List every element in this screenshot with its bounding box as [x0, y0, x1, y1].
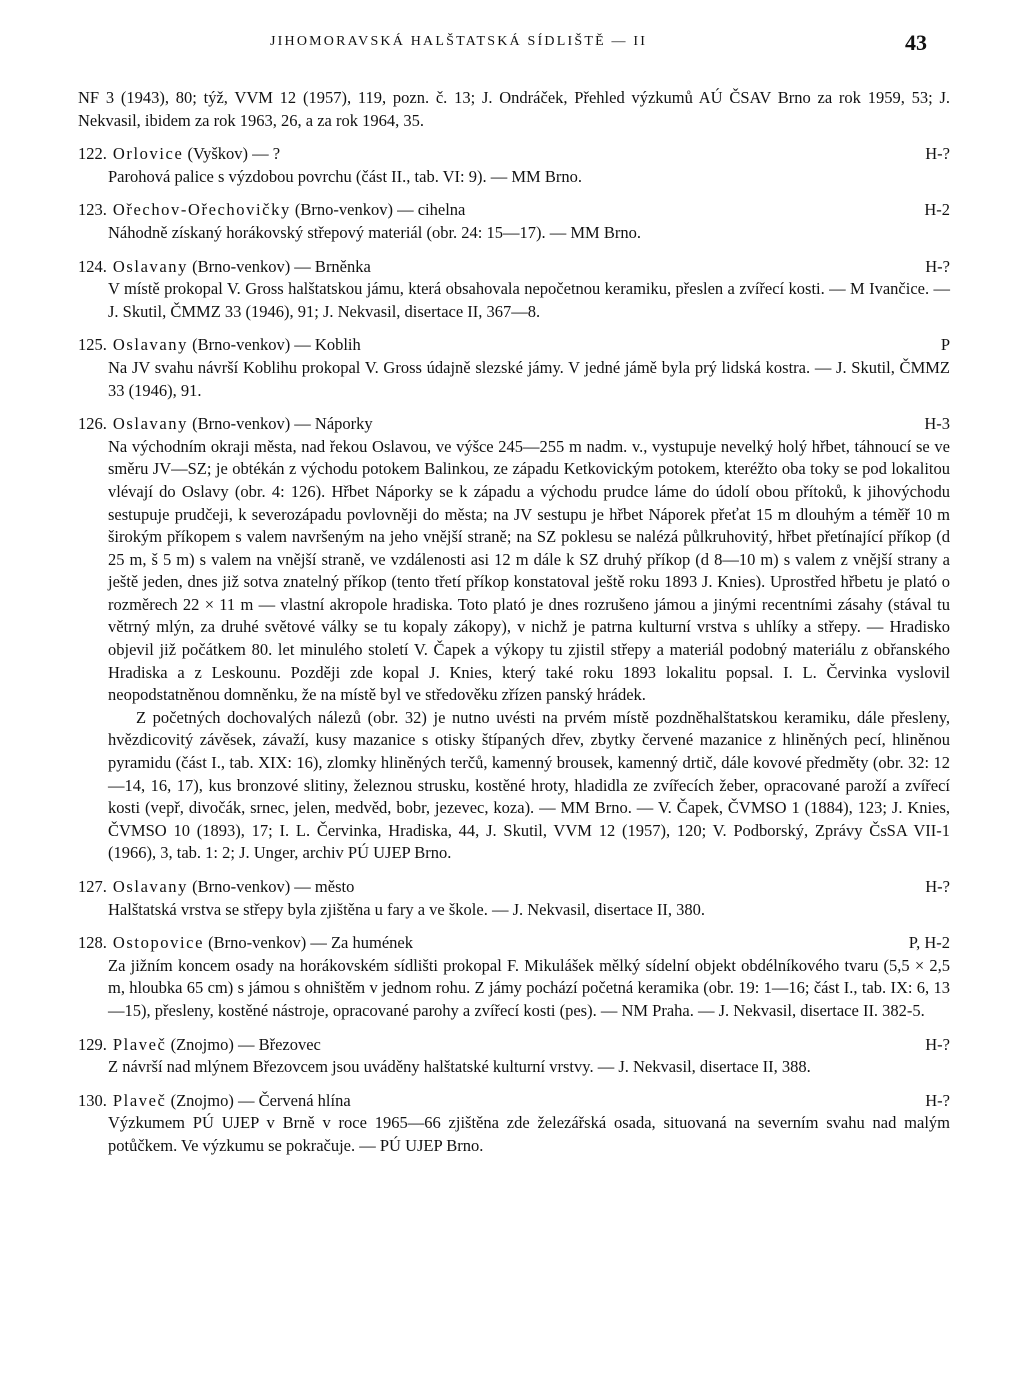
entry-body [78, 955, 950, 1023]
entry-paragraph: Náhodně získaný horákovský střepový materiál (obr. 24: 15—17). — MM Brno. [108, 222, 641, 242]
entry-heading-rest: (Brno-venkov) — Brněnka [188, 256, 371, 276]
entry-number: 123. [78, 200, 107, 220]
entry-heading [78, 413, 950, 436]
entry-grade: P [940, 335, 950, 355]
entry-body [78, 1112, 950, 1157]
site-entry [78, 1090, 950, 1158]
site-entry [78, 199, 950, 244]
entry-heading-rest: (Znojmo) — Březovec [166, 1034, 321, 1054]
entry-grade: H-? [925, 256, 950, 276]
entry-heading [78, 1034, 950, 1057]
entry-place: Orlovice [112, 144, 184, 164]
entry-place: Oslavany [112, 414, 188, 434]
entry-place: Oslavany [112, 877, 188, 896]
entry-heading-left [78, 1034, 321, 1057]
entry-place: Oslavany [112, 256, 188, 276]
entry-grade: H-2 [924, 200, 950, 220]
entry-grade: P, H-2 [908, 933, 950, 953]
entry-body [78, 899, 950, 922]
entry-paragraph: Parohová palice s výzdobou povrchu (část II., tab. VI: 9). — MM Brno. [108, 166, 582, 186]
entry-heading-left [78, 876, 354, 899]
entry-grade: H-? [925, 1090, 950, 1110]
entry-heading-rest: (Brno-venkov) — Náporky [188, 414, 373, 434]
entry-grade: H-? [925, 1034, 950, 1054]
entry-heading-left [78, 143, 280, 166]
entry-number: 122. [78, 144, 107, 164]
intro-paragraph: NF 3 (1943), 80; týž, VVM 12 (1957), 119, pozn. č. 13; J. Ondráček, Přehled výzkumů AÚ ČSAV Brno za rok 1959, 53; J. Nekvasil, ibidem za rok 1963, 26, a za rok 1964, 35. [78, 88, 950, 130]
entry-place: Ostopovice [112, 933, 205, 953]
entry-body [78, 1056, 950, 1079]
entry-heading-left [78, 334, 361, 357]
entry-number: 128. [78, 933, 107, 953]
entry-heading-left [78, 932, 413, 955]
entry-heading-rest: (Znojmo) — Červená hlína [166, 1090, 351, 1110]
entry-grade: H-? [925, 144, 950, 164]
entry-heading-rest: (Brno-venkov) — město [188, 877, 355, 896]
entry-number: 126. [78, 414, 107, 434]
entry-paragraph: V místě prokopal V. Gross halštatskou jámu, která obsahovala nepočetnou keramiku, přeslen a zvířecí kosti. — M Ivančice. — J. Skutil, ČMMZ 33 (1946), 91; J. Nekvasil, disertace II, 367—8. [108, 279, 950, 321]
entry-heading-rest: (Brno-venkov) — Za humének [204, 933, 413, 953]
entry-heading-rest: (Brno-venkov) — Koblih [188, 335, 361, 355]
page-number: 43 [905, 30, 927, 55]
site-entry [78, 334, 950, 402]
entry-paragraph: Halštatská vrstva se střepy byla zjištěna u fary a ve škole. — J. Nekvasil, disertace II, 380. [108, 899, 706, 919]
site-entry [78, 143, 950, 188]
entry-paragraph: Za jižním koncem osady na horákovském sídlišti prokopal F. Mikulášek mělký sídelní objekt obdélníkového tvaru (5,5 × 2,5 m, hloubka 65 cm) s jámou s ohništěm v jednom rohu. Z jámy pochází početná keramika (obr. 19: 1—16; část I., tab. IX: 6, 13—15), přesleny, kostěné nástroje, opracované parohy a zvířecí kosti (pes). — NM Praha. — J. Nekvasil, disertace II. 382-5. [108, 955, 950, 1020]
entry-heading [78, 143, 950, 166]
entry-place: Plaveč [112, 1034, 167, 1054]
entry-body [78, 357, 950, 402]
entry-place: Oslavany [112, 335, 188, 355]
entry-number: 129. [78, 1034, 107, 1054]
entry-number: 130. [78, 1090, 107, 1110]
entry-heading-left [78, 413, 373, 436]
entry-body [78, 222, 950, 245]
entry-heading [78, 199, 950, 222]
entry-body [78, 166, 950, 189]
entry-paragraph: Výzkumem PÚ UJEP v Brně v roce 1965—66 zjištěna zde železářská osada, situovaná na severním svahu nad malým potůčkem. Ve výzkumu se pokračuje. — PÚ UJEP Brno. [108, 1113, 950, 1155]
entry-heading-left [78, 256, 371, 279]
site-entry [78, 413, 950, 865]
running-header: JIHOMORAVSKÁ HALŠTATSKÁ SÍDLIŠTĚ — II [270, 34, 648, 49]
entry-grade: H-3 [924, 414, 950, 434]
entry-heading-rest: (Vyškov) — ? [183, 144, 281, 164]
site-entry [78, 256, 950, 324]
site-entry [78, 932, 950, 1022]
entry-number: 124. [78, 256, 107, 276]
entry-paragraph: Z návrší nad mlýnem Březovcem jsou uváděny halštatské kulturní vrstvy. — J. Nekvasil, disertace II, 388. [108, 1057, 811, 1077]
entry-paragraph: Na JV svahu návrší Koblihu prokopal V. Gross údajně slezské jámy. V jedné jámě byla prý lidská kostra. — J. Skutil, ČMMZ 33 (1946), 91. [108, 357, 950, 400]
site-entries [78, 143, 950, 1157]
site-entry [78, 876, 950, 921]
entry-heading-left [78, 199, 465, 222]
entry-grade: H-? [925, 877, 950, 896]
site-entry [78, 1034, 950, 1079]
entry-paragraph: Z početných dochovalých nálezů (obr. 32) je nutno uvésti na prvém místě pozdněhalštatskou keramiku, dále přesleny, hvězdicovitý závěsek, závaží, kusy mazanice s otisky štípaných dřev, zbytky červené mazanice z hliněných pecí, hliněnou pyramidu (část I., tab. XIX: 16), zlomky hliněných terčů, kamenný brousek, kamenný drtič, dále kovové předměty (obr. 32: 12—14, 16, 17), kus bronzové slitiny, železnou strusku, kostěné hroty, hladidla ze zvířecích žeber, opracované paroží a zvířecí kosti (vepř, divočák, srnec, jelen, medvěd, bobr, jezevec, koza). — MM Brno. — V. Čapek, ČVMSO 1 (1884), 123; J. Knies, ČVMSO 10 (1893), 17; I. L. Červinka, Hradiska, 44, J. Skutil, VVM 12 (1957), 120; V. Podborský, Zprávy ČsSA VII-1 (1966), 3, tab. 1: 2; J. Unger, archiv PÚ UJEP Brno. [108, 707, 950, 863]
entry-body [78, 436, 950, 865]
entry-heading [78, 1090, 950, 1113]
entry-number: 125. [78, 335, 107, 355]
entry-heading [78, 876, 950, 899]
entry-body [78, 278, 950, 323]
page-body [78, 87, 950, 1158]
entry-place: Plaveč [112, 1090, 167, 1110]
entry-heading [78, 334, 950, 357]
entry-heading [78, 256, 950, 279]
entry-heading-rest: (Brno-venkov) — cihelna [290, 200, 466, 220]
entry-heading [78, 932, 950, 955]
entry-number: 127. [78, 877, 107, 896]
entry-place: Ořechov-Ořechovičky [112, 200, 291, 220]
entry-paragraph: Na východním okraji města, nad řekou Oslavou, ve výšce 245—255 m nadm. v., vystupuje nevelký holý hřbet, táhnoucí se ve směru JV—SZ; je obtékán z východu potokem Balinkou, ze západu Ketkovickým potokem, kteréžto oba toky se pod lokalitou vlévají do Oslavy (obr. 4: 126). Hřbet Náporky se k západu a východu prudce láme do údolí obou přítoků, k jihovýchodu sestupuje prudčeji, k severozápadu povlovněji do města; na JV sestupu je hřbet Náporek přeťat 15 m dlouhým a téměř 10 m širokým příkopem s valem navršeným na jeho vnější straně; na SZ poklesu se nalézá půlkruhovitý, hřbet přetínající příkop (d 25 m, š 5 m) s valem na vnější straně, ve vzdálenosti asi 12 m dále k SZ druhý příkop (d 8—10 m) s valem z vnější strany a ještě jeden, dnes již sotva znatelný příkop (tento třetí příkop konstatoval ještě roku 1893 J. Knies). Uprostřed hřbetu je plató o rozměrech 22 × 11 m — vlastní akropole hradiska. Toto plató je dnes rozrušeno jámou a jinými recentními zásahy (stával tu větrný mlýn, za druhé světové války se tu kopaly zákopy), v nichž je patrna kulturní vrstva s uhlíky a střepy. — Hradisko objevil již počátkem 80. let minulého století V. Čapek a výkopy tu zjistil střepy a materiál podobný materiálu z obřanského Hradiska a z Leskounu. Později zde kopal J. Knies, který také roku 1893 lokalitu popsal. I. L. Červinka vyslovil neopodstatněnou domněnku, že na místě byl ve středověku zřízen panský hrádek. [108, 436, 950, 705]
entry-heading-left [78, 1090, 351, 1113]
